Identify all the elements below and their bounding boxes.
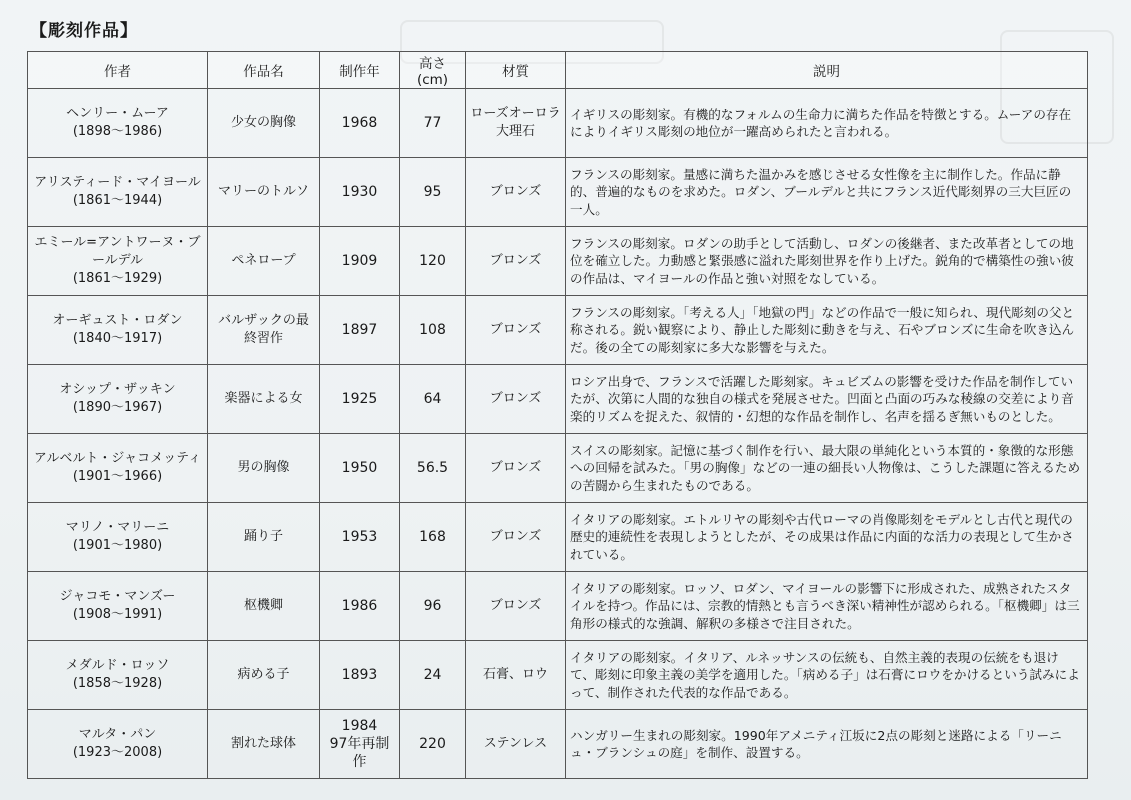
description-cell: ロシア出身で、フランスで活躍した彫刻家。キュビズムの影響を受けた作品を制作していたが、次第に人間的な独自の様式を発展させた。凹面と凸面の巧みな稜線の交差により音楽的リズムを捉えた、叙情的・幻想的な作品を制作し、名声を揺るぎ無いものとした。 bbox=[566, 365, 1088, 434]
table-row bbox=[28, 710, 1088, 779]
year-cell bbox=[320, 641, 400, 710]
artist-cell bbox=[28, 572, 208, 641]
year-cell bbox=[320, 572, 400, 641]
artist-years: (1898～1986) bbox=[72, 124, 163, 139]
material-line: ブロンズ bbox=[489, 391, 542, 406]
artist-name: メダルド・ロッソ bbox=[65, 658, 170, 673]
artist-cell bbox=[28, 296, 208, 365]
year-cell bbox=[320, 296, 400, 365]
year-line: 1984 bbox=[341, 718, 378, 734]
description-cell: イギリスの彫刻家。有機的なフォルムの生命力に満ちた作品を特徴とする。ムーアの存在によりイギリス彫刻の地位が一躍高められたと言われる。 bbox=[566, 89, 1088, 158]
year-cell bbox=[320, 227, 400, 296]
work-title-cell: バルザックの最終習作 bbox=[208, 296, 320, 365]
height-cell: 95 bbox=[400, 158, 466, 227]
artist-name: ヘンリー・ムーア bbox=[66, 106, 169, 121]
artist-years: (1901～1980) bbox=[72, 538, 163, 553]
year-cell bbox=[320, 503, 400, 572]
material-cell bbox=[466, 710, 566, 779]
height-cell: 64 bbox=[400, 365, 466, 434]
description-cell: ハンガリー生まれの彫刻家。1990年アメニティ江坂に2点の彫刻と迷路による「リーニュ・ブランシュの庭」を制作、設置する。 bbox=[566, 710, 1088, 779]
material-cell bbox=[466, 227, 566, 296]
header-height: 高さ(cm) bbox=[400, 52, 466, 89]
material-cell bbox=[466, 503, 566, 572]
year-cell bbox=[320, 365, 400, 434]
year-line: 1930 bbox=[341, 184, 378, 200]
height-cell: 220 bbox=[400, 710, 466, 779]
material-line: ブロンズ bbox=[489, 598, 542, 613]
artist-years: (1861～1944) bbox=[72, 193, 163, 208]
table-row bbox=[28, 296, 1088, 365]
description-cell: イタリアの彫刻家。エトルリヤの彫刻や古代ローマの肖像彫刻をモデルとし古代と現代の歴史的連続性を表現しようとしたが、その成果は作品に内面的な活力の表現として生かされている。 bbox=[566, 503, 1088, 572]
description-cell: フランスの彫刻家。ロダンの助手として活動し、ロダンの後継者、また改革者としての地位を確立した。力動感と緊張感に溢れた彫刻世界を作り上げた。鋭角的で構築性の強い彼の作品は、マイヨールの作品と強い対照をなしている。 bbox=[566, 227, 1088, 296]
height-cell: 108 bbox=[400, 296, 466, 365]
header-year: 制作年 bbox=[320, 52, 400, 89]
header-artist: 作者 bbox=[28, 52, 208, 89]
work-title-cell: 少女の胸像 bbox=[208, 89, 320, 158]
year-line: 1950 bbox=[341, 460, 378, 476]
artist-cell bbox=[28, 434, 208, 503]
artist-cell bbox=[28, 89, 208, 158]
material-line: 石膏、ロウ bbox=[482, 667, 548, 682]
table-row bbox=[28, 641, 1088, 710]
artist-cell bbox=[28, 365, 208, 434]
artist-cell bbox=[28, 641, 208, 710]
artist-name: オーギュスト・ロダン bbox=[52, 313, 183, 328]
material-line: ローズオーロラ bbox=[470, 106, 561, 121]
artist-name: エミール=アントワーヌ・ブールデル bbox=[34, 235, 201, 268]
work-title-cell: 枢機卿 bbox=[208, 572, 320, 641]
material-cell bbox=[466, 434, 566, 503]
year-line: 1925 bbox=[341, 391, 378, 407]
material-cell bbox=[466, 89, 566, 158]
height-cell: 77 bbox=[400, 89, 466, 158]
artist-years: (1861～1929) bbox=[72, 271, 163, 286]
work-title-cell: ペネロープ bbox=[208, 227, 320, 296]
table-row bbox=[28, 503, 1088, 572]
artist-name: ジャコモ・マンズー bbox=[59, 589, 176, 604]
year-cell bbox=[320, 89, 400, 158]
header-description: 説明 bbox=[566, 52, 1088, 89]
material-line: 大理石 bbox=[495, 124, 535, 139]
material-cell bbox=[466, 365, 566, 434]
table-row bbox=[28, 89, 1088, 158]
work-title-cell: 病める子 bbox=[208, 641, 320, 710]
material-line: ブロンズ bbox=[489, 184, 542, 199]
artist-cell bbox=[28, 710, 208, 779]
work-title-cell: マリーのトルソ bbox=[208, 158, 320, 227]
year-line: 1953 bbox=[341, 529, 378, 545]
year-line: 1968 bbox=[341, 115, 378, 131]
description-cell: フランスの彫刻家。量感に満ちた温かみを感じさせる女性像を主に制作した。作品に静的、普遍的なものを求めた。ロダン、ブールデルと共にフランス近代彫刻界の三大巨匠の一人。 bbox=[566, 158, 1088, 227]
material-cell bbox=[466, 296, 566, 365]
height-cell: 24 bbox=[400, 641, 466, 710]
height-cell: 96 bbox=[400, 572, 466, 641]
artist-years: (1901～1966) bbox=[72, 469, 163, 484]
height-cell: 168 bbox=[400, 503, 466, 572]
material-line: ブロンズ bbox=[489, 460, 542, 475]
artist-years: (1858～1928) bbox=[72, 676, 163, 691]
material-line: ブロンズ bbox=[489, 322, 542, 337]
year-line: 1893 bbox=[341, 667, 378, 683]
table-row bbox=[28, 365, 1088, 434]
table-row bbox=[28, 572, 1088, 641]
sculpture-table bbox=[27, 51, 1088, 779]
artist-name: アルベルト・ジャコメッティ bbox=[33, 451, 202, 466]
artist-cell bbox=[28, 503, 208, 572]
description-cell: フランスの彫刻家。「考える人」「地獄の門」などの作品で一般に知られ、現代彫刻の父と称される。鋭い観察により、静止した彫刻に動きを与え、石やブロンズに生命を吹き込んだ。後の全ての彫刻家に多大な影響を与えた。 bbox=[566, 296, 1088, 365]
table-row bbox=[28, 158, 1088, 227]
work-title-cell: 男の胸像 bbox=[208, 434, 320, 503]
artist-name: アリスティード・マイヨール bbox=[34, 175, 201, 190]
artist-years: (1890～1967) bbox=[72, 400, 163, 415]
work-title-cell: 楽器による女 bbox=[208, 365, 320, 434]
material-cell bbox=[466, 572, 566, 641]
table-row bbox=[28, 434, 1088, 503]
year-line: 1986 bbox=[341, 598, 378, 614]
artist-years: (1908～1991) bbox=[72, 607, 163, 622]
artist-years: (1840～1917) bbox=[72, 331, 163, 346]
height-cell: 120 bbox=[400, 227, 466, 296]
year-cell bbox=[320, 710, 400, 779]
header-material: 材質 bbox=[466, 52, 566, 89]
artist-name: マリノ・マリーニ bbox=[65, 520, 170, 535]
description-cell: スイスの彫刻家。記憶に基づく制作を行い、最大限の単純化という本質的・象徴的な形態への回帰を試みた。「男の胸像」などの一連の細長い人物像は、こうした課題に答えるための苦闘から生まれたものである。 bbox=[566, 434, 1088, 503]
year-line: 1909 bbox=[341, 253, 378, 269]
material-cell bbox=[466, 641, 566, 710]
header-work: 作品名 bbox=[208, 52, 320, 89]
artist-cell bbox=[28, 158, 208, 227]
artist-years: (1923～2008) bbox=[72, 745, 163, 760]
material-cell bbox=[466, 158, 566, 227]
height-cell: 56.5 bbox=[400, 434, 466, 503]
description-cell: イタリアの彫刻家。ロッソ、ロダン、マイヨールの影響下に形成された、成熟されたスタイルを持つ。作品には、宗教的情熱とも言うべき深い精神性が認められる。「枢機卿」は三角形の様式的な強調、解釈の多様さで注目された。 bbox=[566, 572, 1088, 641]
artist-name: マルタ・パン bbox=[78, 727, 157, 742]
year-line: 97年再制作 bbox=[329, 736, 390, 770]
work-title-cell: 割れた球体 bbox=[208, 710, 320, 779]
material-line: ブロンズ bbox=[489, 529, 542, 544]
work-title-cell: 踊り子 bbox=[208, 503, 320, 572]
year-cell bbox=[320, 434, 400, 503]
material-line: ステンレス bbox=[483, 736, 548, 751]
table-row bbox=[28, 227, 1088, 296]
description-cell: イタリアの彫刻家。イタリア、ルネッサンスの伝統も、自然主義的表現の伝統をも退けて、彫刻に印象主義の美学を適用した。「病める子」は石膏にロウをかけるという試みによって、制作された代表的な作品である。 bbox=[566, 641, 1088, 710]
material-line: ブロンズ bbox=[489, 253, 542, 268]
year-line: 1897 bbox=[341, 322, 378, 338]
page-title: 【彫刻作品】 bbox=[30, 21, 138, 41]
artist-cell bbox=[28, 227, 208, 296]
artist-name: オシップ・ザッキン bbox=[59, 382, 176, 397]
year-cell bbox=[320, 158, 400, 227]
table-header-row bbox=[28, 52, 1088, 89]
